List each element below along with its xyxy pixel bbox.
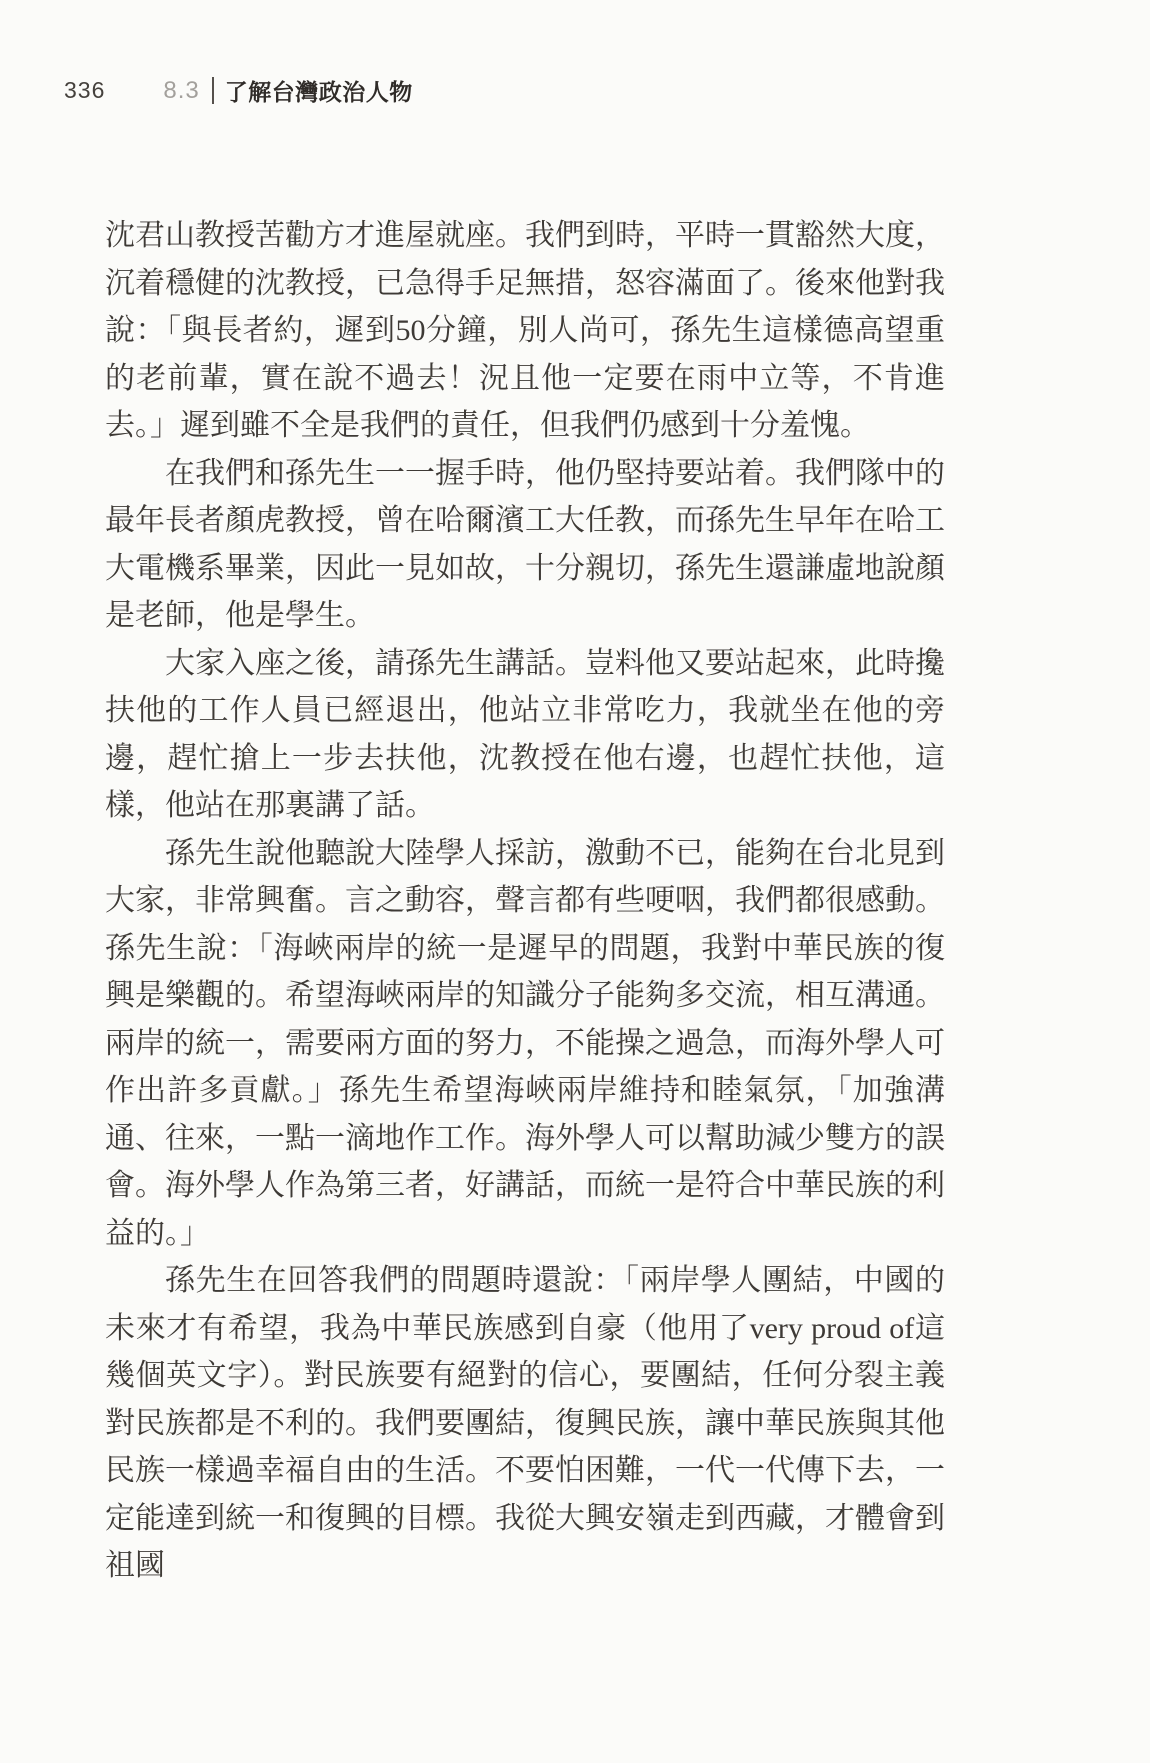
running-head [64,74,413,107]
article [105,212,945,1590]
paragraph: 在我們和孫先生一一握手時，他仍堅持要站着。我們隊中的最年長者顏虎教授，曾在哈爾濱工大任教，而孫先生早年在哈工大電機系畢業，因此一見如故，十分親切，孫先生還謙虛地說顏是老師，他是學生。 [105,456,945,632]
paragraph: 孫先生在回答我們的問題時還說：「兩岸學人團結，中國的未來才有希望，我為中華民族感到自豪（他用了very proud of這幾個英文字）。對民族要有絕對的信心，要團結，任何分裂主義對民族都是不利的。我們要團結，復興民族，讓中華民族與其他民族一樣過幸福自由的生活。不要怕困難，一代一代傳下去，一定能達到統一和復興的目標。我從大興安嶺走到西藏，才體會到祖國 [105,1264,945,1582]
section-title: 了解台灣政治人物 [224,80,413,105]
paragraph: 沈君山教授苦勸方才進屋就座。我們到時，平時一貫豁然大度，沉着穩健的沈教授，已急得手足無措，怒容滿面了。後來他對我說：「與長者約，遲到50分鐘，別人尚可，孫先生這樣德高望重的老前輩，實在說不過去！況且他一定要在雨中立等，不肯進去。」遲到雖不全是我們的責任，但我們仍感到十分羞愧。 [105,219,945,442]
page-number: 336 [64,77,106,103]
header-divider [212,77,214,104]
paragraph: 大家入座之後，請孫先生講話。豈料他又要站起來，此時攙扶他的工作人員已經退出，他站立非常吃力，我就坐在他的旁邊，趕忙搶上一步去扶他，沈教授在他右邊，也趕忙扶他，這樣，他站在那裏講了話。 [105,646,945,822]
section-number: 8.3 [163,76,200,104]
paragraph: 孫先生說他聽說大陸學人採訪，激動不已，能夠在台北見到大家，非常興奮。言之動容，聲言都有些哽咽，我們都很感動。孫先生說：「海峽兩岸的統一是遲早的問題，我對中華民族的復興是樂觀的。希望海峽兩岸的知識分子能夠多交流，相互溝通。兩岸的統一，需要兩方面的努力，不能操之過急，而海外學人可作出許多貢獻。」孫先生希望海峽兩岸維持和睦氣氛，「加強溝通、往來，一點一滴地作工作。海外學人可以幫助減少雙方的誤會。海外學人作為第三者，好講話，而統一是符合中華民族的利益的。」 [105,836,945,1250]
